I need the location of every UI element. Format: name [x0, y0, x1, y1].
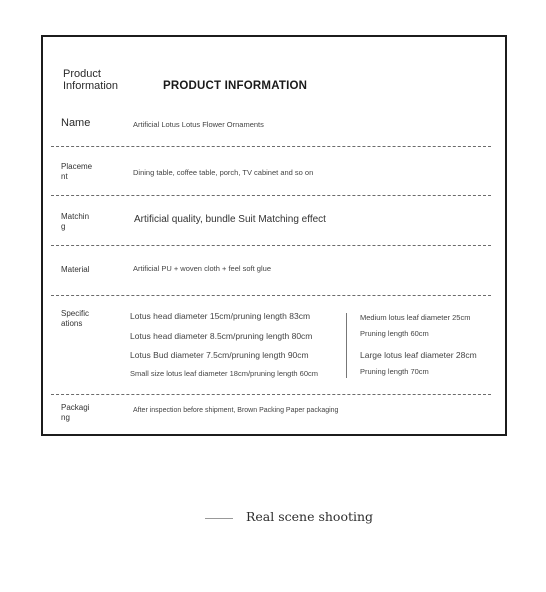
placement-value: Dining table, coffee table, porch, TV cabinet and so on	[133, 168, 314, 177]
header-label-line2: Information	[63, 80, 119, 92]
spec-right-3: Large lotus leaf diameter 28cm	[360, 350, 477, 360]
matching-label-line2: g	[61, 222, 66, 231]
packaging-value: After inspection before shipment, Brown Packing Paper packaging	[133, 407, 339, 414]
spec-right-1: Medium lotus leaf diameter 25cm	[360, 313, 471, 322]
packaging-label	[61, 403, 89, 423]
packaging-label-line1: Packagi	[61, 403, 90, 412]
name-value: Artificial Lotus Lotus Flower Ornaments	[133, 120, 264, 129]
spec-left-1: Lotus head diameter 15cm/pruning length 83cm	[130, 311, 311, 321]
product-info-card	[41, 35, 507, 436]
footer-caption: Real scene shooting	[246, 509, 374, 524]
divider	[51, 146, 491, 147]
footer	[0, 508, 546, 528]
matching-label	[61, 212, 89, 232]
page-title: PRODUCT INFORMATION	[163, 80, 308, 92]
material-value: Artificial PU + woven cloth + feel soft glue	[133, 264, 271, 273]
spec-left-3: Lotus Bud diameter 7.5cm/pruning length 90cm	[130, 350, 309, 360]
placement-label	[61, 162, 92, 182]
spec-left-4: Small size lotus leaf diameter 18cm/pruning length 60cm	[130, 369, 319, 378]
header-label	[63, 68, 118, 92]
placement-label-line2: nt	[61, 172, 68, 181]
divider	[51, 394, 491, 395]
header-label-line1: Product	[63, 68, 101, 80]
specifications-label-line2: ations	[61, 319, 83, 328]
divider	[51, 295, 491, 296]
spec-right-4: Pruning length 70cm	[360, 367, 429, 376]
matching-value: Artificial quality, bundle Suit Matching effect	[134, 214, 326, 225]
footer-divider-line	[205, 518, 233, 519]
name-label: Name	[61, 117, 91, 129]
spec-right-2: Pruning length 60cm	[360, 329, 429, 338]
packaging-label-line2: ng	[61, 413, 70, 422]
spec-left-2: Lotus head diameter 8.5cm/pruning length 80cm	[130, 331, 313, 341]
matching-label-line1: Matchin	[61, 212, 90, 221]
material-label: Material	[61, 265, 90, 274]
divider	[51, 195, 491, 196]
specifications-label	[61, 309, 89, 329]
divider	[51, 245, 491, 246]
placement-label-line1: Placeme	[61, 162, 93, 171]
spec-column-divider	[346, 313, 347, 378]
specifications-label-line1: Specific	[61, 309, 90, 318]
